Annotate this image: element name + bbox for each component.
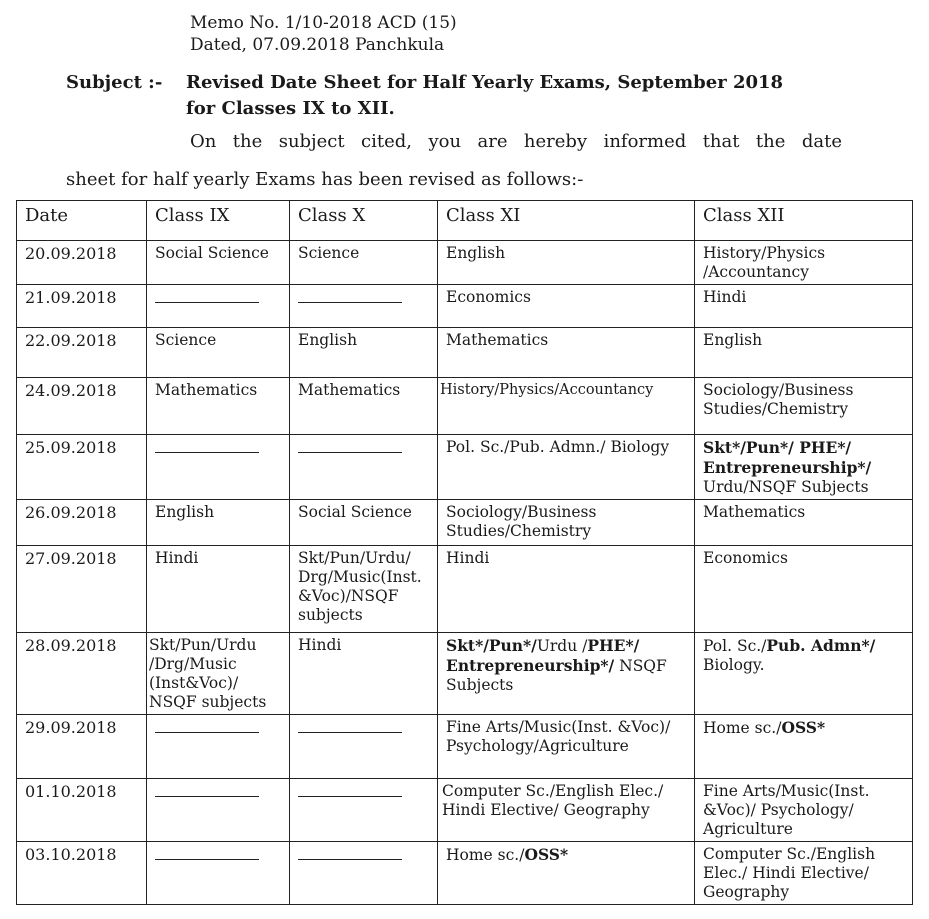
bold-subjects: OSS* xyxy=(524,845,569,864)
class-x-cell: Social Science xyxy=(290,500,438,546)
memo-date: Dated, 07.09.2018 Panchkula xyxy=(190,35,445,55)
class-ix-cell xyxy=(147,715,290,779)
class-xi-cell: Sociology/Business Studies/Chemistry xyxy=(438,500,695,546)
bold-subjects: Skt*/Pun*/ PHE*/ Entrepreneurship*/ xyxy=(703,438,872,477)
class-xii-cell: Computer Sc./English Elec./ Hindi Elective/ Geography xyxy=(695,842,913,905)
class-x-cell xyxy=(290,779,438,842)
subject-line-1: Revised Date Sheet for Half Yearly Exams, September 2018 xyxy=(186,72,784,93)
regular-subjects: Pol. Sc./ xyxy=(703,637,767,655)
class-xii-cell: Mathematics xyxy=(695,500,913,546)
class-xii-cell: Sociology/Business Studies/Chemistry xyxy=(695,378,913,435)
memo-number: Memo No. 1/10-2018 ACD (15) xyxy=(190,13,457,33)
date-cell: 24.09.2018 xyxy=(17,378,147,435)
blank-dash xyxy=(298,720,402,733)
blank-dash xyxy=(155,440,259,453)
class-xi-cell: History/Physics/Accountancy xyxy=(438,378,695,435)
date-cell: 22.09.2018 xyxy=(17,328,147,378)
class-ix-cell: Skt/Pun/Urdu /Drg/Music (Inst&Voc)/ NSQF subjects xyxy=(147,633,290,715)
bold-subjects: PHE*/ Entrepreneurship*/ xyxy=(446,636,640,675)
class-ix-cell: Social Science xyxy=(147,241,290,285)
class-x-cell xyxy=(290,285,438,328)
class-x-cell: English xyxy=(290,328,438,378)
class-xi-cell: Pol. Sc./Pub. Admn./ Biology xyxy=(438,435,695,500)
header-class-ix: Class IX xyxy=(147,201,290,241)
regular-subjects: Urdu / xyxy=(536,637,588,655)
table-row xyxy=(17,285,913,328)
memo-header xyxy=(190,12,457,56)
subject-block xyxy=(66,70,783,122)
header-class-x: Class X xyxy=(290,201,438,241)
date-sheet-table xyxy=(16,200,913,905)
blank-dash xyxy=(298,440,402,453)
table-row xyxy=(17,546,913,633)
class-ix-cell xyxy=(147,285,290,328)
class-xii-cell: English xyxy=(695,328,913,378)
intro-line-2: sheet for half yearly Exams has been revised as follows:- xyxy=(66,169,584,190)
class-xii-cell xyxy=(695,435,913,500)
blank-dash xyxy=(155,290,259,303)
table-row xyxy=(17,500,913,546)
date-cell: 01.10.2018 xyxy=(17,779,147,842)
table-header-row xyxy=(17,201,913,241)
class-xii-cell xyxy=(695,633,913,715)
intro-line-1: On the subject cited, you are hereby informed that the date xyxy=(190,131,842,152)
class-xii-cell: Fine Arts/Music(Inst. &Voc)/ Psychology/ Agriculture xyxy=(695,779,913,842)
bold-subjects: Skt*/Pun*/ xyxy=(446,636,537,655)
date-cell: 27.09.2018 xyxy=(17,546,147,633)
class-xi-cell: English xyxy=(438,241,695,285)
header-date: Date xyxy=(17,201,147,241)
date-cell: 03.10.2018 xyxy=(17,842,147,905)
table-row xyxy=(17,241,913,285)
regular-subjects: Biology. xyxy=(703,656,765,674)
date-cell: 26.09.2018 xyxy=(17,500,147,546)
table-row xyxy=(17,842,913,905)
date-cell: 28.09.2018 xyxy=(17,633,147,715)
blank-dash xyxy=(298,847,402,860)
class-x-cell: Hindi xyxy=(290,633,438,715)
class-x-cell: Science xyxy=(290,241,438,285)
date-cell: 20.09.2018 xyxy=(17,241,147,285)
subject-line-2: for Classes IX to XII. xyxy=(186,98,395,119)
class-ix-cell xyxy=(147,842,290,905)
blank-dash xyxy=(155,784,259,797)
bold-subjects: Pub. Admn*/ xyxy=(766,636,876,655)
subject-label: Subject :- xyxy=(66,72,163,93)
class-xii-cell: Economics xyxy=(695,546,913,633)
class-xii-cell: History/Physics /Accountancy xyxy=(695,241,913,285)
blank-dash xyxy=(155,847,259,860)
class-xi-cell: Computer Sc./English Elec./ Hindi Elective/ Geography xyxy=(438,779,695,842)
blank-dash xyxy=(155,720,259,733)
table-row xyxy=(17,435,913,500)
class-x-cell xyxy=(290,435,438,500)
class-ix-cell xyxy=(147,435,290,500)
regular-subjects: NSQF Subjects xyxy=(446,657,667,694)
table-row xyxy=(17,633,913,715)
header-class-xi: Class XI xyxy=(438,201,695,241)
class-x-cell: Mathematics xyxy=(290,378,438,435)
regular-subjects: Home sc./ xyxy=(703,719,782,737)
table-row xyxy=(17,779,913,842)
date-cell: 21.09.2018 xyxy=(17,285,147,328)
class-xi-cell xyxy=(438,633,695,715)
class-ix-cell: Mathematics xyxy=(147,378,290,435)
blank-dash xyxy=(298,784,402,797)
class-xii-cell xyxy=(695,715,913,779)
class-x-cell: Skt/Pun/Urdu/ Drg/Music(Inst. &Voc)/NSQF subjects xyxy=(290,546,438,633)
date-cell: 25.09.2018 xyxy=(17,435,147,500)
class-xi-cell: Mathematics xyxy=(438,328,695,378)
class-xi-cell: Economics xyxy=(438,285,695,328)
class-xi-cell: Fine Arts/Music(Inst. &Voc)/ Psychology/Agriculture xyxy=(438,715,695,779)
table-row xyxy=(17,328,913,378)
class-xii-cell: Hindi xyxy=(695,285,913,328)
class-ix-cell: English xyxy=(147,500,290,546)
table-row xyxy=(17,715,913,779)
class-ix-cell: Science xyxy=(147,328,290,378)
date-cell: 29.09.2018 xyxy=(17,715,147,779)
regular-subjects: Urdu/NSQF Subjects xyxy=(703,478,869,496)
class-ix-cell: Hindi xyxy=(147,546,290,633)
class-x-cell xyxy=(290,715,438,779)
bold-subjects: OSS* xyxy=(781,718,826,737)
header-class-xii: Class XII xyxy=(695,201,913,241)
class-ix-cell xyxy=(147,779,290,842)
regular-subjects: Home sc./ xyxy=(446,846,525,864)
blank-dash xyxy=(298,290,402,303)
class-x-cell xyxy=(290,842,438,905)
class-xi-cell xyxy=(438,842,695,905)
class-xi-cell: Hindi xyxy=(438,546,695,633)
table-row xyxy=(17,378,913,435)
